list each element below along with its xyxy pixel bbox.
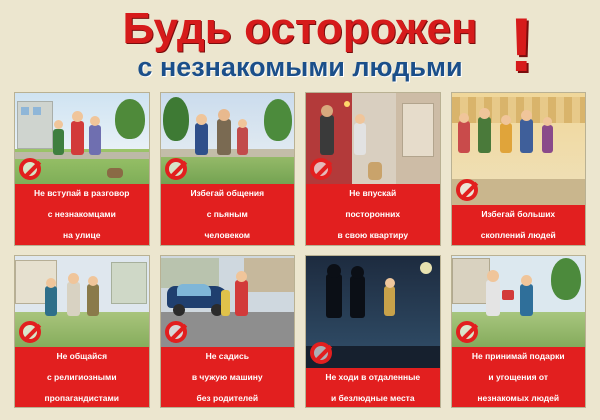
caption-line: на улице (63, 230, 101, 240)
prohibition-sign-icon (165, 158, 187, 180)
caption-line: скоплений людей (480, 230, 556, 240)
caption-line: с религиозными (46, 371, 117, 382)
caption-line: и безлюдные места (330, 392, 415, 403)
caption-line: с пьяным (206, 209, 248, 219)
advice-card-grid (14, 92, 586, 408)
card-7-caption (306, 368, 440, 408)
caption-line: и угощения от (488, 371, 549, 382)
caption-line: Не ходи в отдаленные (325, 371, 421, 382)
card-4-caption (452, 205, 586, 245)
caption-line: в чужую машину (191, 371, 263, 382)
card-3-illustration (306, 93, 440, 184)
caption-line: Не принимай подарки (471, 350, 565, 361)
poster-title-block (14, 3, 586, 92)
card-6-illustration (161, 256, 295, 347)
card-7-illustration (306, 256, 440, 368)
card-5-illustration (15, 256, 149, 347)
caption-line: пропагандистами (44, 392, 120, 403)
card-1-illustration (15, 93, 149, 184)
caption-line: человеком (204, 230, 250, 240)
prohibition-sign-icon (310, 342, 332, 364)
caption-line: с незнакомцами (47, 209, 116, 219)
card-4-illustration (452, 93, 586, 205)
caption-line: Не садись (205, 350, 249, 361)
advice-card-4 (451, 92, 587, 246)
prohibition-sign-icon (456, 321, 478, 343)
card-2-illustration (161, 93, 295, 184)
caption-line: Не впускай (349, 188, 397, 198)
card-5-caption (15, 347, 149, 408)
card-8-illustration (452, 256, 586, 347)
caption-line: в свою квартиру (337, 230, 409, 240)
advice-card-2 (160, 92, 296, 246)
prohibition-sign-icon (19, 321, 41, 343)
card-8-caption (452, 347, 586, 408)
prohibition-sign-icon (456, 179, 478, 201)
advice-card-6 (160, 255, 296, 409)
advice-card-5 (14, 255, 150, 409)
prohibition-sign-icon (165, 321, 187, 343)
title-line-1-wrap (14, 6, 586, 52)
caption-line: Не общайся (56, 350, 108, 361)
caption-line: Избегай общения (190, 188, 265, 198)
caption-line: без родителей (196, 392, 259, 403)
advice-card-8 (451, 255, 587, 409)
prohibition-sign-icon (19, 158, 41, 180)
page-title: Будь осторожен (122, 4, 478, 53)
caption-line: Избегай больших (481, 209, 556, 219)
advice-card-1 (14, 92, 150, 246)
caption-line: посторонних (345, 209, 401, 219)
caption-line: незнакомых людей (477, 392, 560, 403)
card-6-caption (161, 347, 295, 408)
title-line-2-wrap (14, 52, 586, 82)
card-2-caption (161, 184, 295, 245)
advice-card-3 (305, 92, 441, 246)
caption-line: Не вступай в разговор (34, 188, 130, 198)
exclamation-mark: ! (508, 3, 534, 88)
prohibition-sign-icon (310, 158, 332, 180)
card-1-caption (15, 184, 149, 245)
card-3-caption (306, 184, 440, 245)
advice-card-7 (305, 255, 441, 409)
page-subtitle: с незнакомыми людьми (137, 52, 463, 82)
